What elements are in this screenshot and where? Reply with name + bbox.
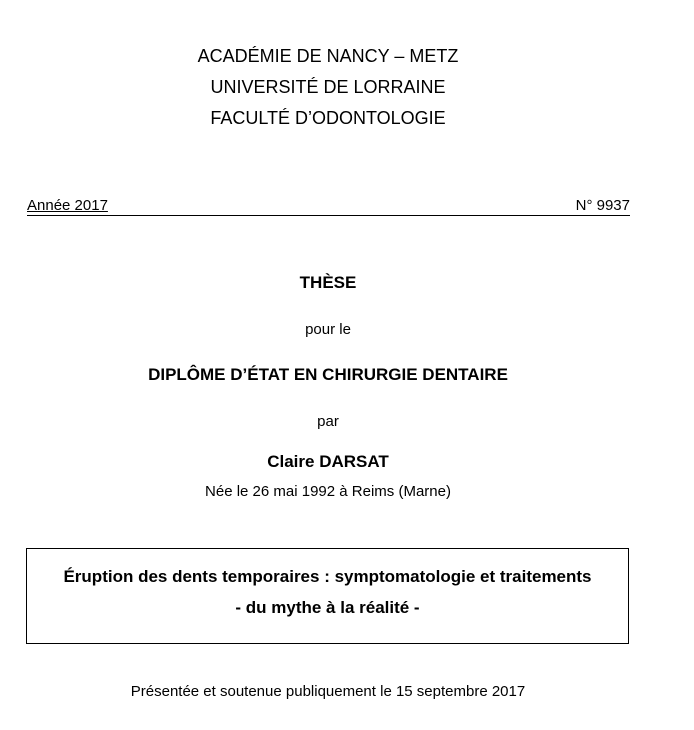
thesis-subtitle: - du mythe à la réalité - <box>235 598 420 617</box>
institution-header <box>0 41 656 134</box>
for-label: pour le <box>305 321 351 338</box>
defense-date: Présentée et soutenue publiquement le 15 septembre 2017 <box>130 683 526 700</box>
year-number-line <box>27 196 630 216</box>
diploma-name: DIPLÔME D’ÉTAT EN CHIRURGIE DENTAIRE <box>148 365 508 384</box>
year-label: Année 2017 <box>27 197 108 214</box>
thesis-title-box <box>26 548 629 644</box>
thesis-title: Éruption des dents temporaires : symptomatologie et traitements <box>63 567 592 586</box>
university-name: UNIVERSITÉ DE LORRAINE <box>210 77 446 97</box>
author-birth: Née le 26 mai 1992 à Reims (Marne) <box>205 483 451 500</box>
author-name: Claire DARSAT <box>267 452 389 471</box>
by-label: par <box>317 413 339 430</box>
academy-name: ACADÉMIE DE NANCY – METZ <box>197 46 459 66</box>
faculty-name: FACULTÉ D’ODONTOLOGIE <box>210 108 446 128</box>
thesis-label: THÈSE <box>299 273 357 292</box>
thesis-number: N° 9937 <box>575 197 630 214</box>
